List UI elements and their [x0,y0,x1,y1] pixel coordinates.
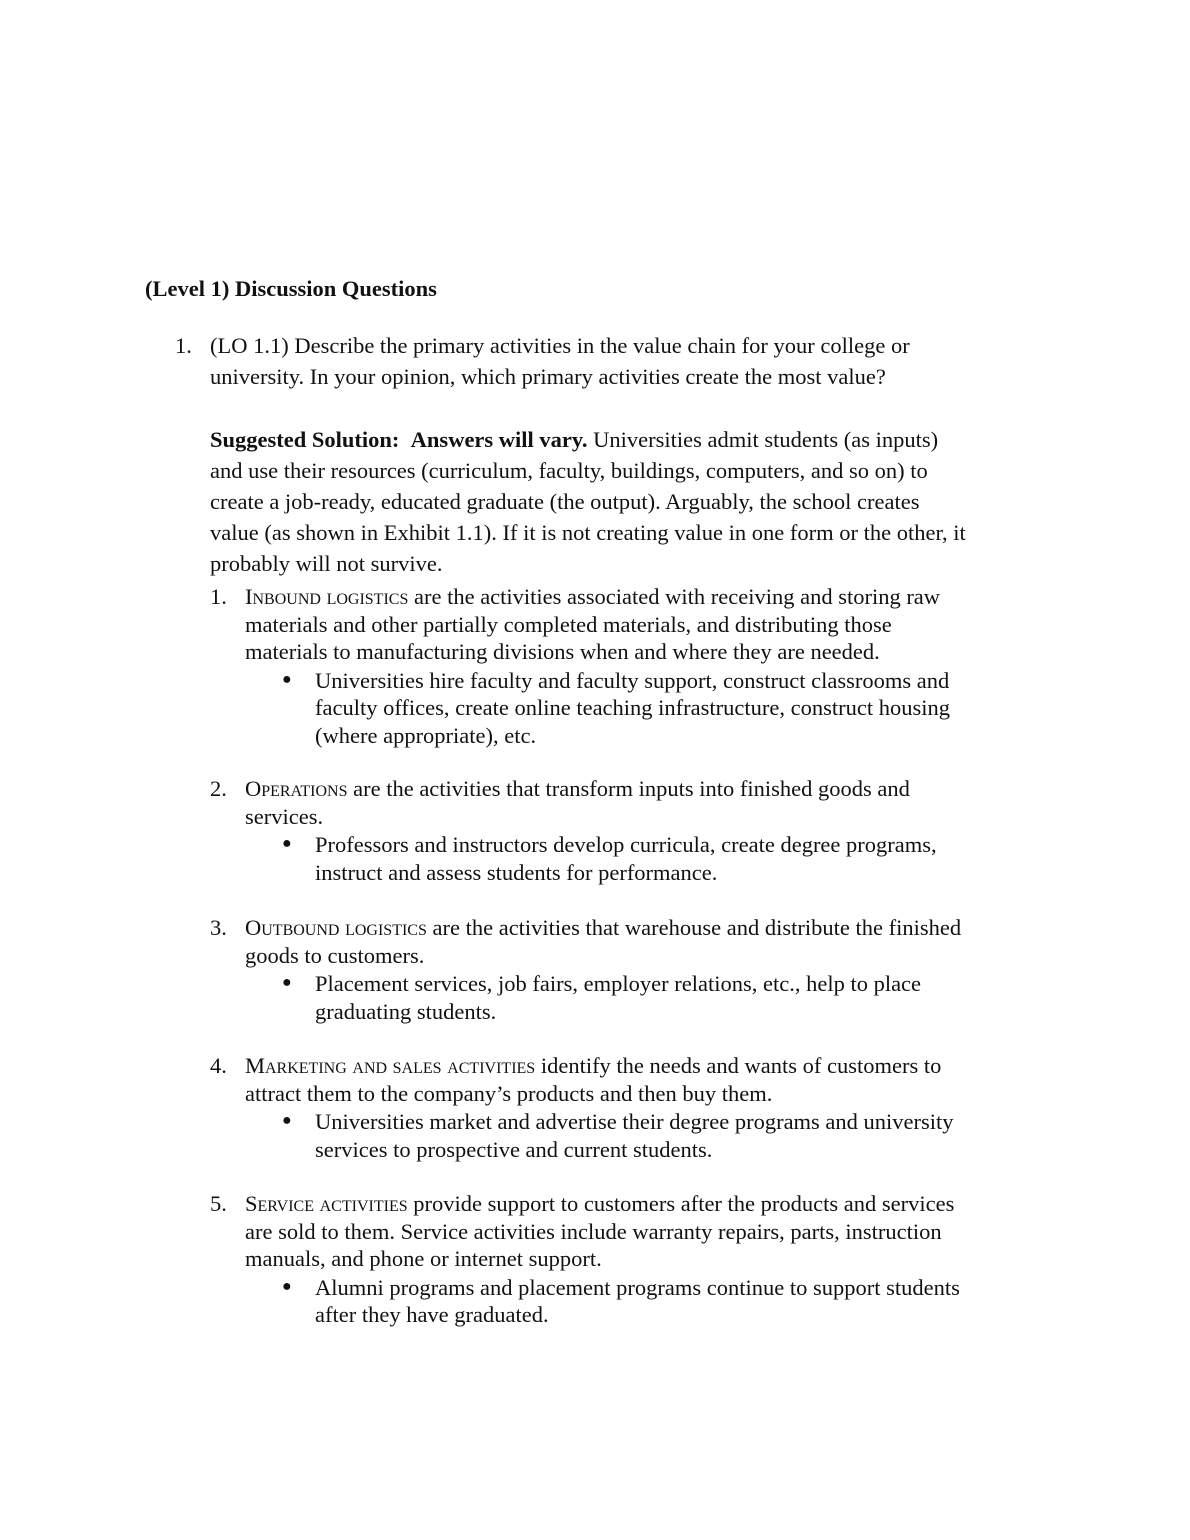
bullet-line: Universities market and advertise their degree programs and university [315,1109,954,1134]
solution-line: value (as shown in Exhibit 1.1). If it is not creating value in one form or the other, it [210,520,966,545]
item-term: Outbound logistics [245,915,427,940]
bullet-icon: ● [282,1277,292,1295]
bullet-line: Professors and instructors develop curricula, create degree programs, [315,832,937,857]
item-text: provide support to customers after the products and services [407,1191,955,1216]
bullet-line: after they have graduated. [315,1302,549,1327]
item-term: Service activities [245,1191,408,1216]
item-term: Operations [245,776,348,801]
bullet-icon: ● [282,974,292,991]
bullet-line: Placement services, job fairs, employer relations, etc., help to place [315,971,922,996]
item-line: attract them to the company’s products and then buy them. [245,1080,773,1106]
item-line: goods to customers. [245,942,425,968]
bullet-item [315,1274,960,1329]
solution-line: and use their resources (curriculum, faculty, buildings, computers, and so on) to [210,458,928,483]
solution-text: Universities admit students (as inputs) [587,427,939,452]
item-term: Inbound logistics [245,584,409,609]
solution-emphasis: Answers will vary. [410,427,588,452]
item-text: are the activities that transform inputs into finished goods and [347,776,910,801]
bullet-icon: ● [282,835,292,852]
solution-line: probably will not survive. [210,551,443,576]
item-number: 5. [210,1191,227,1216]
item-term: Marketing and sales activities [245,1053,536,1078]
bullet-line: Alumni programs and placement programs continue to support students [315,1274,960,1300]
bullet-icon: ● [282,670,292,688]
item-text: are the activities that warehouse and distribute the finished [426,915,962,940]
item-line: materials to manufacturing divisions when and where they are needed. [245,639,880,664]
item-number: 2. [210,776,227,801]
solution-label: Suggested Solution: [210,427,400,452]
bullet-line: instruct and assess students for performance. [315,859,718,885]
bullet-line: graduating students. [315,998,497,1024]
item-number: 4. [210,1053,227,1078]
question-line: (LO 1.1) Describe the primary activities in the value chain for your college or [210,333,910,358]
item-number: 1. [210,584,227,609]
suggested-solution [210,424,966,579]
section-heading: (Level 1) Discussion Questions [145,276,437,301]
question-line: university. In your opinion, which primary activities create the most value? [210,364,886,389]
item-line: materials and other partially completed materials, and distributing those [245,611,892,637]
bullet-line: Universities hire faculty and faculty support, construct classrooms and [315,667,950,693]
item-text: are the activities associated with receiving and storing raw [408,584,941,609]
question-number: 1. [175,333,192,358]
bullet-line: faculty offices, create online teaching infrastructure, construct housing [315,695,950,720]
solution-line: create a job-ready, educated graduate (the output). Arguably, the school creates [210,489,920,514]
item-text: identify the needs and wants of customers to [535,1053,942,1078]
bullet-line: services to prospective and current students. [315,1136,713,1162]
item-line: are sold to them. Service activities include warranty repairs, parts, instruction [245,1218,942,1244]
bullet-item [315,831,937,886]
bullet-icon: ● [282,1112,292,1129]
bullet-item [315,970,921,1025]
bullet-item [315,1108,954,1163]
item-line: manuals, and phone or internet support. [245,1246,602,1271]
bullet-item [315,667,950,750]
item-line: services. [245,803,324,829]
item-number: 3. [210,915,227,940]
bullet-line: (where appropriate), etc. [315,722,537,748]
